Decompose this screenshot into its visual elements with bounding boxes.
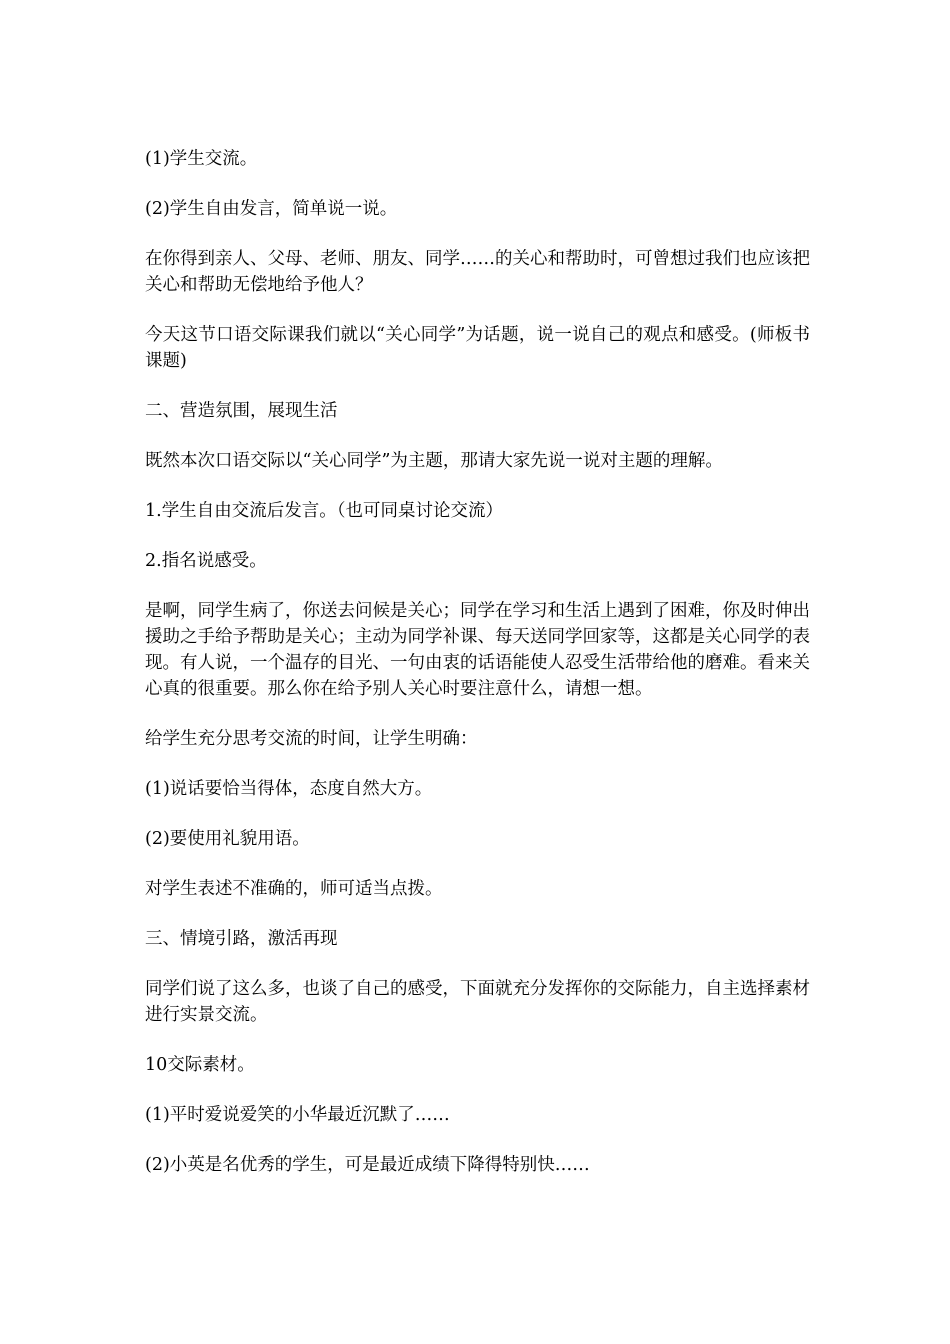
paragraph-2: (2)学生自由发言，简单说一说。 bbox=[145, 199, 398, 219]
paragraph-12: (2)要使用礼貌用语。 bbox=[145, 829, 310, 849]
paragraph-13: 对学生表述不准确的，师可适当点拨。 bbox=[145, 879, 443, 899]
paragraph-4: 今天这节口语交际课我们就以“关心同学”为话题，说一说自己的观点和感受。(师板书课题) bbox=[145, 325, 810, 371]
paragraph-17: (1)平时爱说爱笑的小华最近沉默了…… bbox=[145, 1105, 450, 1125]
paragraph-6: 既然本次口语交际以“关心同学”为主题，那请大家先说一说对主题的理解。 bbox=[145, 451, 723, 471]
paragraph-15: 同学们说了这么多，也谈了自己的感受，下面就充分发挥你的交际能力，自主选择素材进行实景交流。 bbox=[145, 979, 810, 1025]
paragraph-11: (1)说话要恰当得体，态度自然大方。 bbox=[145, 779, 433, 799]
paragraph-3: 在你得到亲人、父母、老师、朋友、同学……的关心和帮助时，可曾想过我们也应该把关心和帮助无偿地给予他人？ bbox=[145, 249, 810, 295]
paragraph-7: 1.学生自由交流后发言。（也可同桌讨论交流） bbox=[145, 501, 503, 521]
paragraph-8: 2.指名说感受。 bbox=[145, 551, 267, 571]
paragraph-9: 是啊，同学生病了，你送去问候是关心；同学在学习和生活上遇到了困难，你及时伸出援助之手给予帮助是关心；主动为同学补课、每天送同学回家等，这都是关心同学的表现。有人说，一个温存的目光、一句由衷的话语能使人忍受生活带给他的磨难。看来关心真的很重要。那么你在给予别人关心时要注意什么，请想一想。 bbox=[145, 601, 810, 699]
section-heading-3: 三、情境引路，激活再现 bbox=[145, 929, 338, 949]
section-heading-2: 二、营造氛围，展现生活 bbox=[145, 401, 338, 421]
paragraph-18: (2)小英是名优秀的学生，可是最近成绩下降得特别快…… bbox=[145, 1155, 590, 1175]
paragraph-10: 给学生充分思考交流的时间，让学生明确： bbox=[145, 729, 478, 749]
document-body bbox=[145, 146, 810, 1202]
paragraph-1: (1)学生交流。 bbox=[145, 149, 258, 169]
paragraph-16: 10交际素材。 bbox=[145, 1055, 255, 1075]
